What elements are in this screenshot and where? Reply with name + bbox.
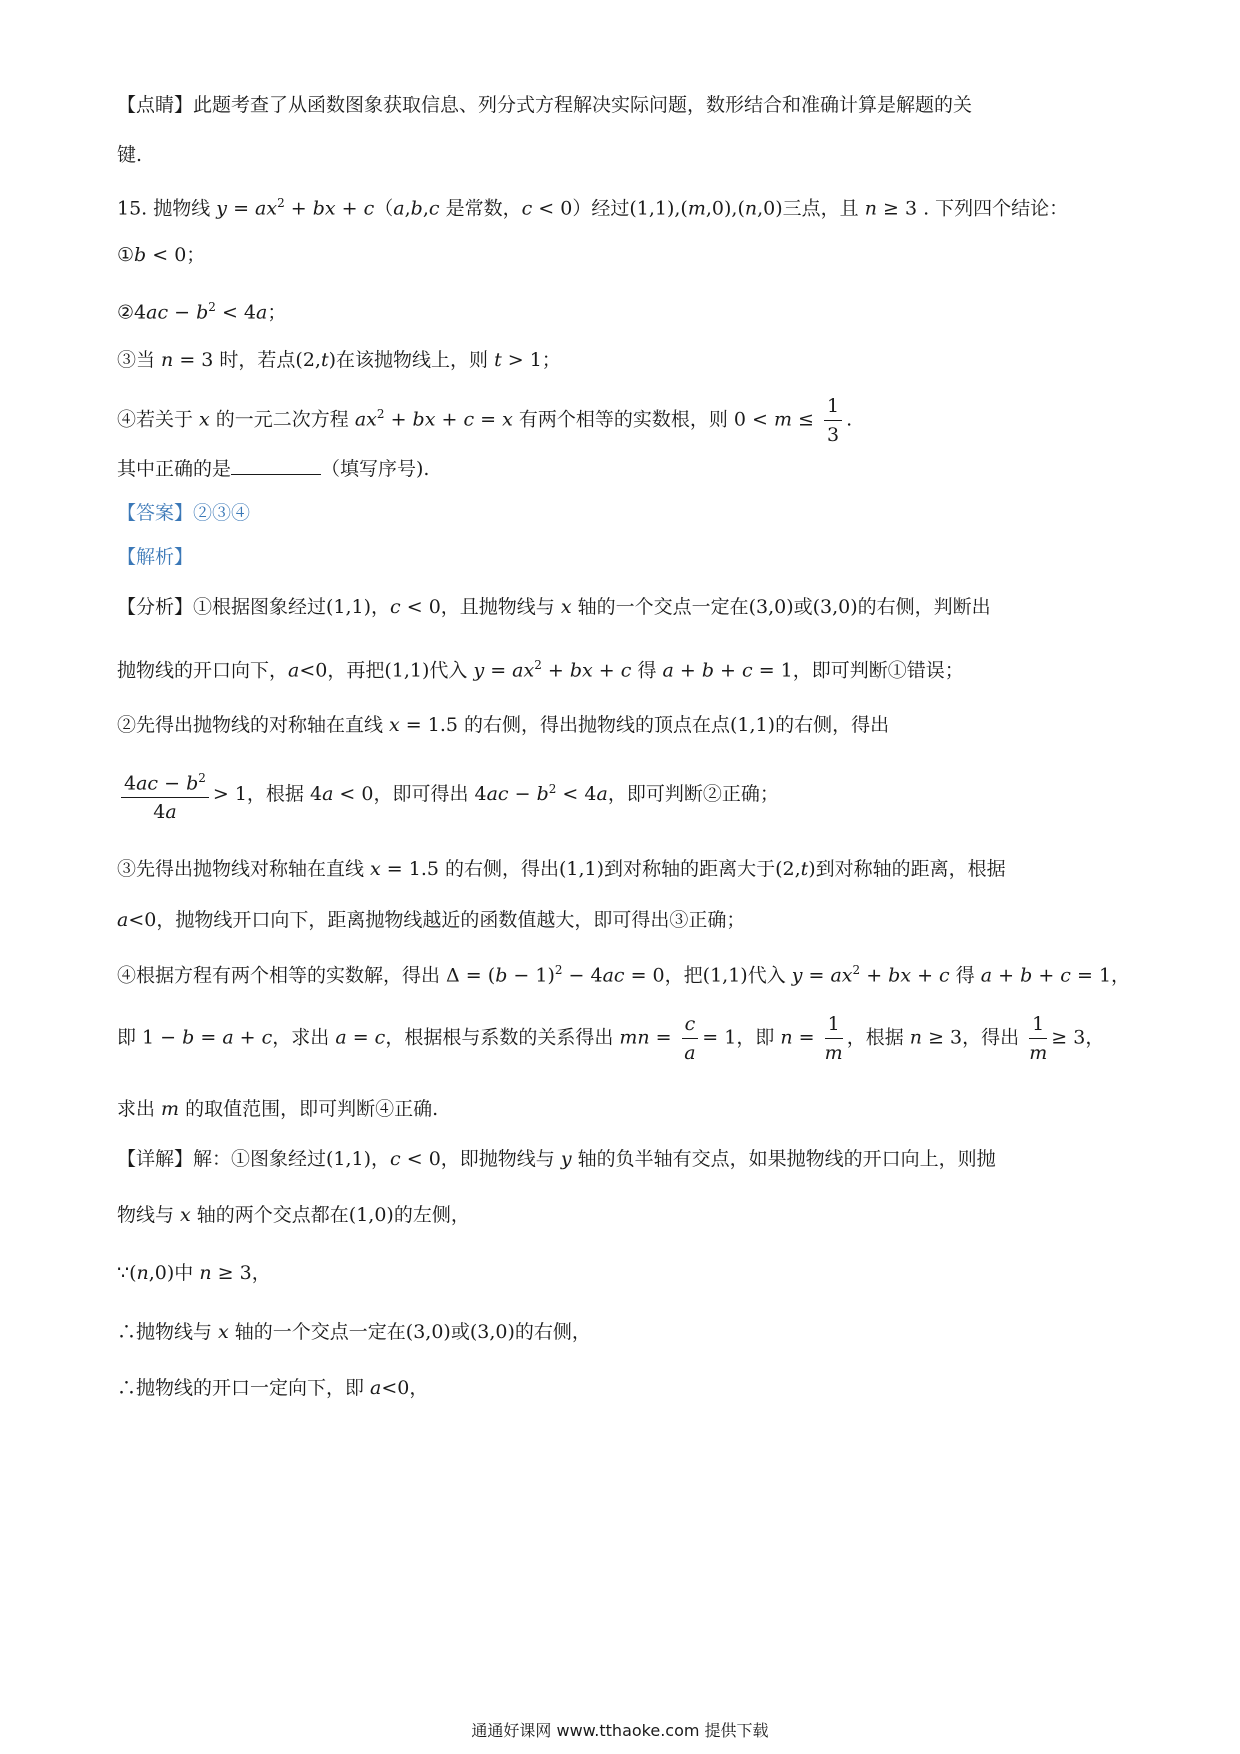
detail-therefore-2: ∴抛物线的开口一定向下，即 a<0，	[117, 1377, 429, 1399]
analysis-1a: 【分析】①根据图象经过(1,1)，c < 0，且抛物线与 x 轴的一个交点一定在(3,0)或(3,0)的右侧，判断出	[117, 596, 991, 618]
analysis-3b: a<0，抛物线开口向下，距离抛物线越近的函数值越大，即可得出③正确；	[117, 909, 746, 931]
page-footer: 通通好课网 www.tthaoke.com 提供下载	[471, 1721, 769, 1740]
detail-because: ∵(n,0)中 n ≥ 3，	[117, 1262, 271, 1284]
dianjing-line-2: 键.	[117, 144, 143, 166]
analysis-1b: 抛物线的开口向下，a<0，再把(1,1)代入 $y = ax^2$ + bx + c 得 a + b + c = 1，即可判断①错误；	[117, 658, 964, 682]
dianjing-line-1: 【点睛】此题考查了从函数图象获取信息、列分式方程解决实际问题，数形结合和准确计算是解题的关	[117, 94, 973, 116]
analysis-2a: ②先得出抛物线的对称轴在直线 x = 1.5 的右侧，得出抛物线的顶点在点(1,1)的右侧，得出	[117, 714, 890, 736]
conclusion-3: ③当 n = 3 时，若点(2,t)在该抛物线上，则 t > 1；	[117, 349, 561, 371]
detail-1b: 物线与 x 轴的两个交点都在(1,0)的左侧，	[117, 1204, 470, 1226]
detail-therefore-1: ∴抛物线与 x 轴的一个交点一定在(3,0)或(3,0)的右侧，	[117, 1321, 591, 1343]
answer-blank	[231, 456, 321, 475]
detail-1a: 【详解】解：①图象经过(1,1)，c < 0，即抛物线与 y 轴的负半轴有交点，如果抛物线的开口向上，则抛	[117, 1148, 996, 1170]
answer-line: 【答案】②③④	[117, 502, 251, 524]
analysis-4b: 即 1 − b = a + c，求出 a = c，根据根与系数的关系得出 mn = $\frac{c}{a}$ = 1，即 n = $\frac{1}{m}$ ，根据 n ≥ 3，得出 $\frac{1}{m}$ ≥ 3，	[117, 1010, 1104, 1067]
conclusion-2: ②4ac − $b^2 < 4a$；	[117, 300, 287, 324]
question-15-stem: 15. 抛物线 $y = ax^2$ + bx + c（a,b,c 是常数，c < 0）经过(1,1),(m,0),(n,0)三点，且 n ≥ 3 . 下列四个结论：	[117, 196, 1069, 220]
fill-prompt: 其中正确的是 （填写序号).	[117, 458, 430, 480]
analysis-4a: ④根据方程有两个相等的实数解，得出 $\Delta = (b - 1)^2 - 4ac = 0$，把(1,1)代入 $y = ax^2$ + bx + c 得 a + b + c = 1，	[117, 963, 1131, 987]
analysis-heading: 【解析】	[117, 546, 194, 568]
analysis-2b: $\frac{4ac - b^2}{4a}$ > 1，根据 4a < 0，即可得出 $4ac - b^2 < 4a$，即可判断②正确；	[117, 764, 779, 826]
analysis-3a: ③先得出抛物线对称轴在直线 x = 1.5 的右侧，得出(1,1)到对称轴的距离大于(2,t)到对称轴的距离，根据	[117, 858, 1006, 880]
conclusion-1: ①b < 0；	[117, 244, 206, 266]
conclusion-4: ④若关于 x 的一元二次方程 $ax^2$ + bx + c = x 有两个相等的实数根，则 0 < m ≤ $\frac{1}{3}$ .	[117, 392, 852, 449]
analysis-4c: 求出 m 的取值范围，即可判断④正确.	[117, 1098, 439, 1120]
